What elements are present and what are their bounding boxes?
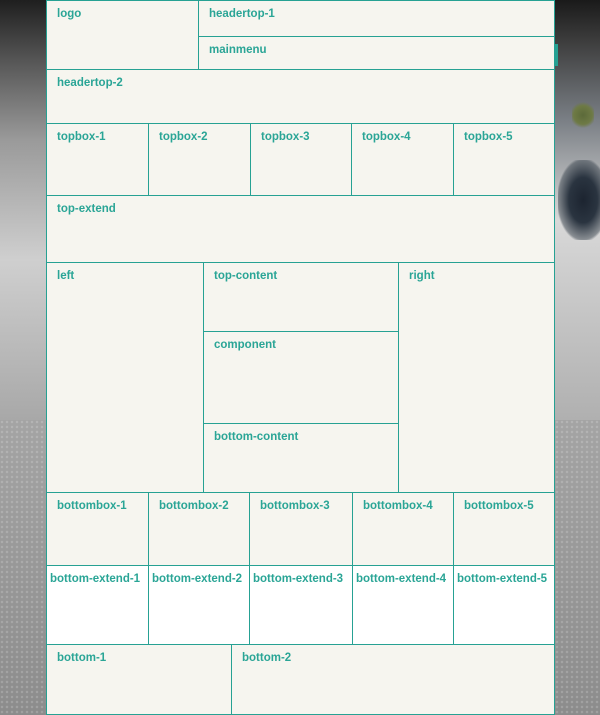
position-top-content <box>203 262 399 332</box>
position-headertop-1 <box>198 0 555 37</box>
background-car <box>558 160 600 240</box>
position-label: right <box>409 270 435 282</box>
position-label: bottom-extend-4 <box>356 573 447 585</box>
position-topbox-2 <box>148 123 251 196</box>
position-topbox-5 <box>453 123 555 196</box>
position-label: headertop-2 <box>57 77 123 89</box>
position-bottom-extend-1 <box>46 565 149 645</box>
position-label: bottom-2 <box>242 652 292 664</box>
background-left-photo <box>0 0 48 420</box>
position-label: topbox-2 <box>159 131 208 143</box>
position-label: top-extend <box>57 203 116 215</box>
position-bottom-content <box>203 423 399 493</box>
position-topbox-3 <box>250 123 352 196</box>
position-label: mainmenu <box>209 44 267 56</box>
position-label: top-content <box>214 270 278 282</box>
position-label: logo <box>57 8 82 20</box>
position-label: bottom-extend-1 <box>50 573 141 585</box>
background-tree <box>572 100 594 130</box>
position-label: component <box>214 339 276 351</box>
position-bottom-1 <box>46 644 232 715</box>
position-label: topbox-5 <box>464 131 513 143</box>
position-topbox-4 <box>351 123 454 196</box>
position-logo <box>46 0 199 70</box>
position-bottombox-1 <box>46 492 149 566</box>
position-label: bottombox-1 <box>57 500 127 512</box>
position-bottombox-2 <box>148 492 250 566</box>
position-label: bottombox-5 <box>464 500 534 512</box>
position-label: bottom-extend-2 <box>152 573 243 585</box>
position-label: bottom-1 <box>57 652 107 664</box>
position-bottom-extend-4 <box>352 565 454 645</box>
position-label: bottombox-4 <box>363 500 433 512</box>
position-bottom-extend-3 <box>249 565 353 645</box>
position-component <box>203 331 399 424</box>
position-bottom-2 <box>231 644 555 715</box>
position-left <box>46 262 204 493</box>
position-label: bottom-extend-5 <box>457 573 548 585</box>
background-right-photo <box>552 0 600 420</box>
position-label: bottom-extend-3 <box>253 573 344 585</box>
position-bottombox-5 <box>453 492 555 566</box>
position-label: bottom-content <box>214 431 299 443</box>
position-topbox-1 <box>46 123 149 196</box>
position-label: headertop-1 <box>209 8 275 20</box>
position-bottom-extend-5 <box>453 565 555 645</box>
position-mainmenu <box>198 36 555 70</box>
position-label: topbox-3 <box>261 131 310 143</box>
position-right <box>398 262 555 493</box>
mainmenu-accent-bar <box>555 44 558 66</box>
position-label: bottombox-2 <box>159 500 229 512</box>
position-top-extend <box>46 195 555 263</box>
position-label: topbox-4 <box>362 131 411 143</box>
position-label: bottombox-3 <box>260 500 330 512</box>
position-label: topbox-1 <box>57 131 106 143</box>
position-bottombox-3 <box>249 492 353 566</box>
position-bottombox-4 <box>352 492 454 566</box>
position-bottom-extend-2 <box>148 565 250 645</box>
position-headertop-2 <box>46 69 555 124</box>
position-label: left <box>57 270 75 282</box>
